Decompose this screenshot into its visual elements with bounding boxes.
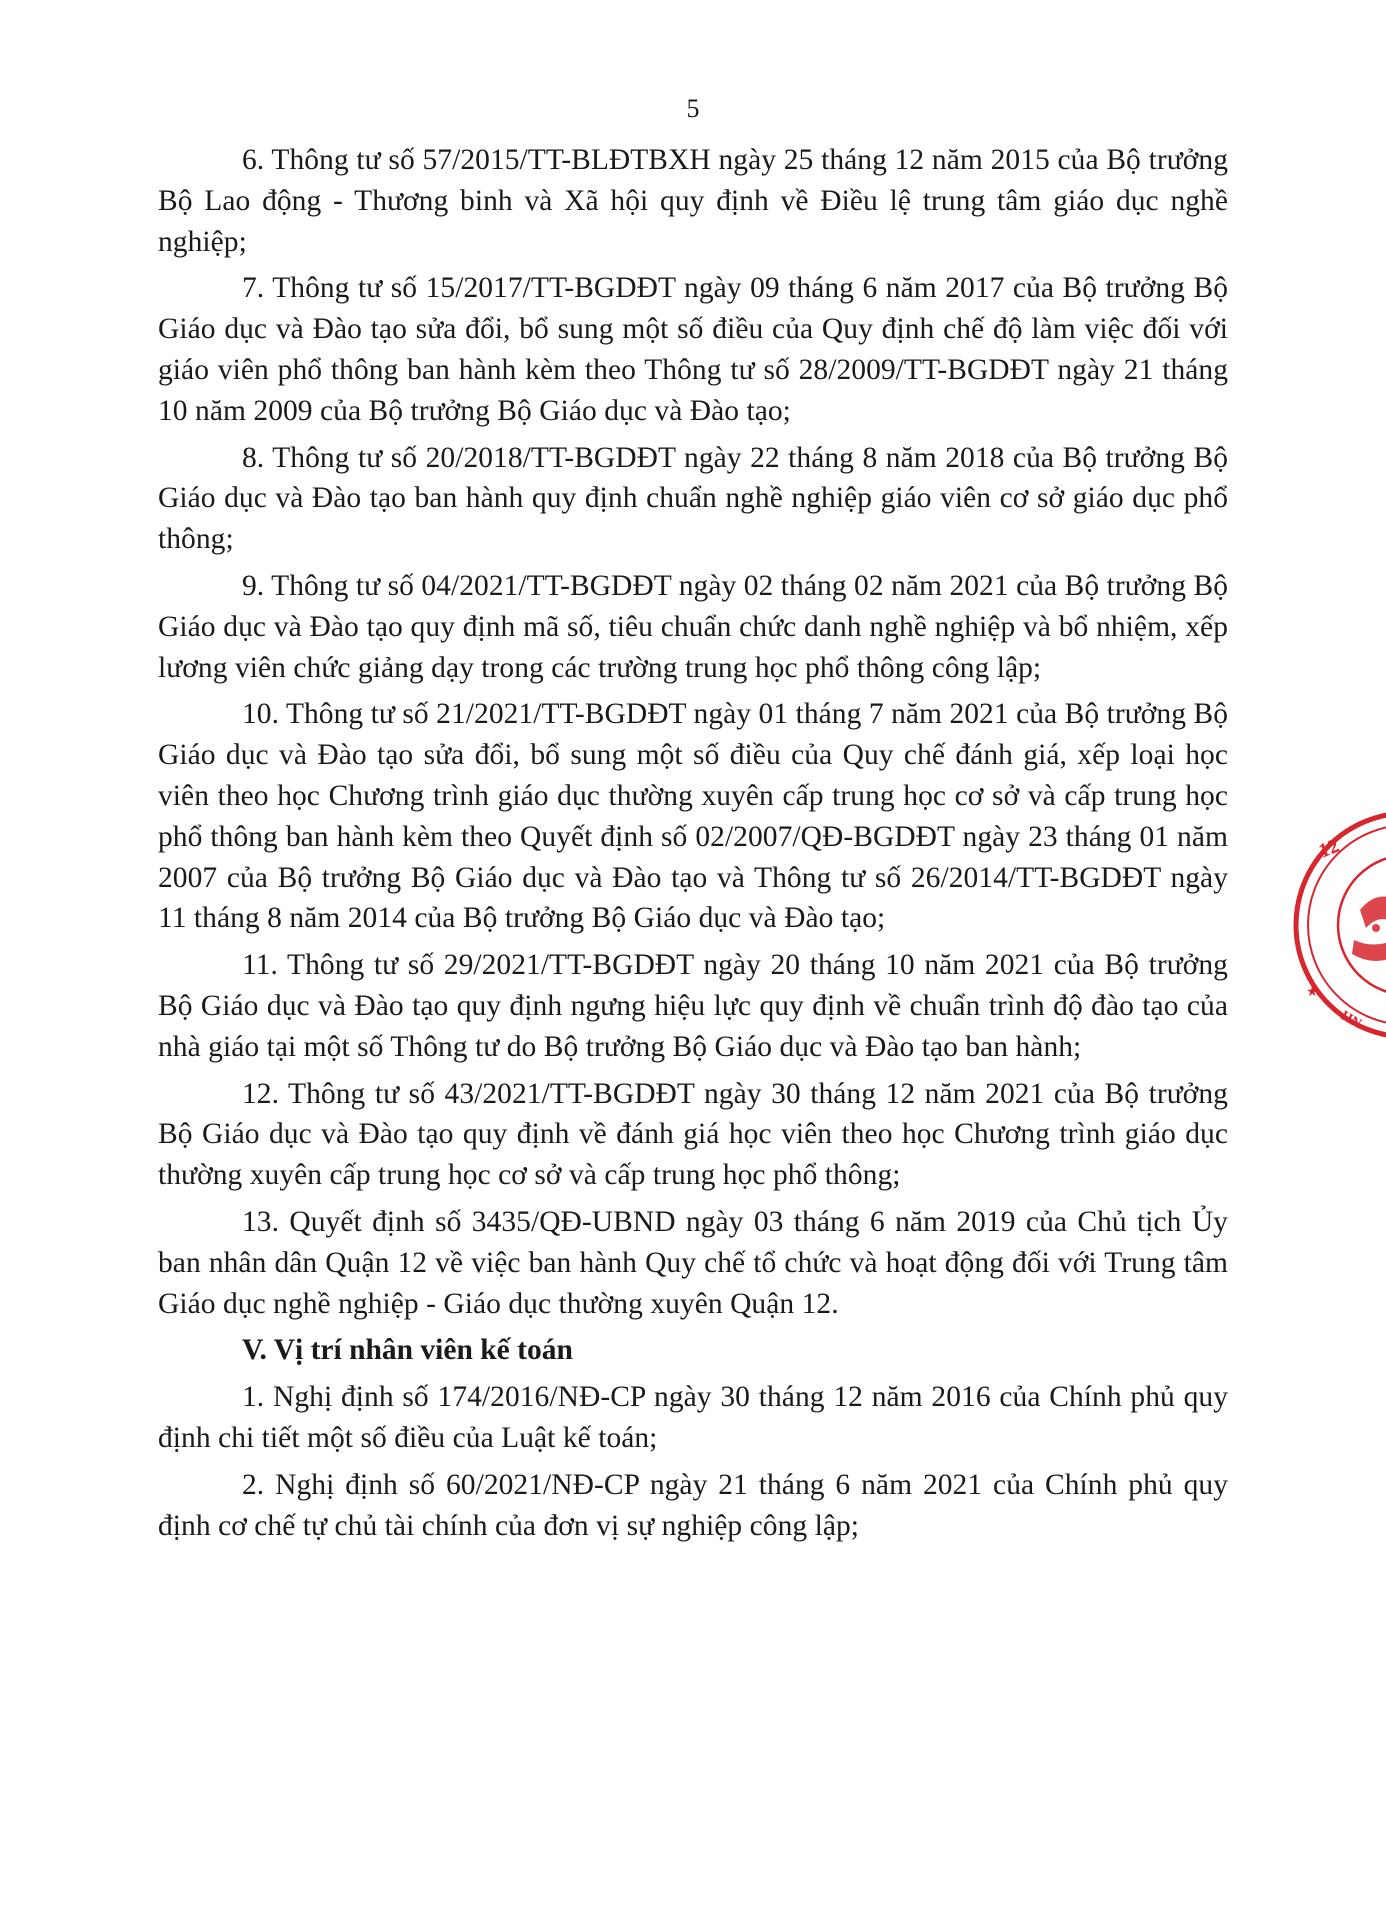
paragraph-item-7: 7. Thông tư số 15/2017/TT-BGDĐT ngày 09 tháng 6 năm 2017 của Bộ trưởng Bộ Giáo dục và Đào tạo sửa đổi, bổ sung một số điều của Quy định chế độ làm việc đối với giáo viên phổ thông ban hành kèm theo Thông tư số 28/2009/TT-BGDĐT ngày 21 tháng 10 năm 2009 của Bộ trưởng Bộ Giáo dục và Đào tạo; [158, 272, 1228, 427]
document-body [158, 140, 1228, 1552]
official-seal-icon [1290, 800, 1386, 1050]
svg-text:12: 12 [1315, 834, 1343, 863]
svg-text:HN: HN [1338, 1008, 1364, 1032]
paragraph-item-9: 9. Thông tư số 04/2021/TT-BGDĐT ngày 02 tháng 02 năm 2021 của Bộ trưởng Bộ Giáo dục và Đào tạo quy định mã số, tiêu chuẩn chức danh nghề nghiệp và bổ nhiệm, xếp lương viên chức giảng dạy trong các trường trung học phổ thông công lập; [158, 569, 1228, 684]
section-paragraph-2: 2. Nghị định số 60/2021/NĐ-CP ngày 21 tháng 6 năm 2021 của Chính phủ quy định cơ chế tự chủ tài chính của đơn vị sự nghiệp công lập; [158, 1468, 1228, 1542]
paragraph-item-12: 12. Thông tư số 43/2021/TT-BGDĐT ngày 30 tháng 12 năm 2021 của Bộ trưởng Bộ Giáo dục và Đào tạo quy định về đánh giá học viên theo học Chương trình giáo dục thường xuyên cấp trung học cơ sở và cấp trung học phổ thông; [158, 1077, 1228, 1192]
section-heading: V. Vị trí nhân viên kế toán [242, 1334, 573, 1367]
paragraph-item-10: 10. Thông tư số 21/2021/TT-BGDĐT ngày 01 tháng 7 năm 2021 của Bộ trưởng Bộ Giáo dục và Đào tạo sửa đổi, bổ sung một số điều của Quy chế đánh giá, xếp loại học viên theo học Chương trình giáo dục thường xuyên cấp trung học cơ sở và cấp trung học phổ thông ban hành kèm theo Quyết định số 02/2007/QĐ-BGDĐT ngày 23 tháng 01 năm 2007 của Bộ trưởng Bộ Giáo dục và Đào tạo và Thông tư số 26/2014/TT-BGDĐT ngày 11 tháng 8 năm 2014 của Bộ trưởng Bộ Giáo dục và Đào tạo; [158, 698, 1228, 935]
paragraph-item-11: 11. Thông tư số 29/2021/TT-BGDĐT ngày 20 tháng 10 năm 2021 của Bộ trưởng Bộ Giáo dục và Đào tạo quy định ngưng hiệu lực quy định về chuẩn trình độ đào tạo của nhà giáo tại một số Thông tư do Bộ trưởng Bộ Giáo dục và Đào tạo ban hành; [158, 949, 1228, 1063]
svg-text:★: ★ [1306, 984, 1319, 1000]
paragraph-item-6: 6. Thông tư số 57/2015/TT-BLĐTBXH ngày 25 tháng 12 năm 2015 của Bộ trưởng Bộ Lao động - Thương binh và Xã hội quy định về Điều lệ trung tâm giáo dục nghề nghiệp; [158, 144, 1228, 258]
paragraph-item-8: 8. Thông tư số 20/2018/TT-BGDĐT ngày 22 tháng 8 năm 2018 của Bộ trưởng Bộ Giáo dục và Đào tạo ban hành quy định chuẩn nghề nghiệp giáo viên cơ sở giáo dục phổ thông; [158, 441, 1228, 556]
section-paragraph-1: 1. Nghị định số 174/2016/NĐ-CP ngày 30 tháng 12 năm 2016 của Chính phủ quy định chi tiết một số điều của Luật kế toán; [158, 1381, 1228, 1454]
page-number: 5 [686, 94, 700, 123]
paragraph-item-13: 13. Quyết định số 3435/QĐ-UBND ngày 03 tháng 6 năm 2019 của Chủ tịch Ủy ban nhân dân Quận 12 về việc ban hành Quy chế tổ chức và hoạt động đối với Trung tâm Giáo dục nghề nghiệp - Giáo dục thường xuyên Quận 12. [158, 1205, 1228, 1320]
